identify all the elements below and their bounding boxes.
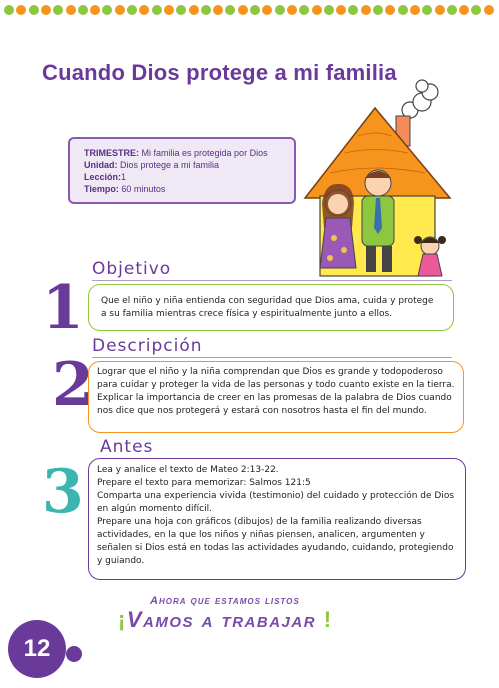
border-dot (275, 5, 285, 15)
border-dot (213, 5, 223, 15)
unidad-label: Unidad: (84, 160, 118, 170)
leccion-value: 1 (121, 172, 127, 182)
border-dot (435, 5, 445, 15)
top-dot-border (0, 5, 499, 17)
border-dot (348, 5, 358, 15)
objective-text: Que el niño y niña entienda con seguridad que Dios ama, cuida y protege a su familia mientras crece física y espiritualmente junto a ellos. (101, 296, 434, 319)
border-dot (139, 5, 149, 15)
section-1-heading: Objetivo (92, 259, 172, 279)
border-dot (299, 5, 309, 15)
tiempo-label: Tiempo: (84, 184, 119, 194)
section-1-number: 1 (42, 273, 84, 343)
border-dot (66, 5, 76, 15)
border-dot (471, 5, 481, 15)
before-box (88, 458, 466, 580)
unidad-value: Dios protege a mi familia (120, 160, 220, 170)
border-dot (152, 5, 162, 15)
family-house-illustration (290, 78, 499, 288)
objective-box (88, 284, 454, 331)
footer-open-mark: ¡ (118, 607, 127, 632)
border-dot (312, 5, 322, 15)
section-2-heading: Descripción (92, 336, 203, 356)
border-dot (225, 5, 235, 15)
description-text: Lograr que el niño y la niña comprendan que Dios es grande y todopoderoso para cuidar y proteger la vida de las personas y todo cuanto existe en la tierra. Explicar la importancia de creer en las promesas de la palabra de Dios cuando nos dice que nos protegerá y estará con nosotros hasta el fin del mundo. (97, 367, 455, 416)
border-dot (115, 5, 125, 15)
border-dot (385, 5, 395, 15)
before-line-2: Prepare el texto para memorizar: Salmos 121:5 (97, 478, 311, 488)
border-dot (29, 5, 39, 15)
description-box (88, 361, 464, 433)
lesson-info-box (68, 137, 296, 204)
border-dot (238, 5, 248, 15)
before-line-3: Comparta una experiencia vivida (testimonio) del cuidado y protección de Dios en algún momento difícil. (97, 491, 455, 514)
footer-main-text: Vamos a trabajar (126, 607, 317, 632)
border-dot (373, 5, 383, 15)
footer-subtitle: Ahora que estamos listos (150, 595, 300, 607)
footer-close-mark: ! (323, 607, 333, 632)
page-number: 12 (8, 620, 66, 678)
trimestre-value: Mi familia es protegida por Dios (141, 148, 268, 158)
border-dot (201, 5, 211, 15)
border-dot (422, 5, 432, 15)
border-dot (189, 5, 199, 15)
border-dot (287, 5, 297, 15)
border-dot (78, 5, 88, 15)
page-title: Cuando Dios protege a mi familia (42, 60, 397, 85)
section-3-heading: Antes (100, 437, 154, 457)
border-dot (176, 5, 186, 15)
section-1-underline (92, 280, 452, 281)
before-line-4: Prepare una hoja con gráficos (dibujos) de la familia realizando diversas actividades, en la que los niños y niñas piensen, analicen, argumenten y señalen si Dios está en todas las actividades ayudando, cuidando, protegiendo y guiando. (97, 517, 454, 566)
trimestre-label: TRIMESTRE: (84, 148, 139, 158)
border-dot (361, 5, 371, 15)
border-dot (102, 5, 112, 15)
border-dot (4, 5, 14, 15)
border-dot (447, 5, 457, 15)
border-dot (484, 5, 494, 15)
border-dot (90, 5, 100, 15)
section-2-underline (92, 357, 452, 358)
border-dot (41, 5, 51, 15)
border-dot (250, 5, 260, 15)
border-dot (336, 5, 346, 15)
border-dot (262, 5, 272, 15)
section-3-number: 3 (42, 457, 84, 527)
border-dot (459, 5, 469, 15)
border-dot (398, 5, 408, 15)
tiempo-value: 60 minutos (121, 184, 166, 194)
border-dot (324, 5, 334, 15)
section-2-number: 2 (52, 350, 94, 420)
page-number-dot (66, 646, 82, 662)
footer-call-to-action (118, 607, 333, 633)
before-line-1: Lea y analice el texto de Mateo 2:13-22. (97, 465, 279, 475)
border-dot (164, 5, 174, 15)
border-dot (53, 5, 63, 15)
border-dot (127, 5, 137, 15)
leccion-label: Lección: (84, 172, 122, 182)
border-dot (410, 5, 420, 15)
border-dot (16, 5, 26, 15)
